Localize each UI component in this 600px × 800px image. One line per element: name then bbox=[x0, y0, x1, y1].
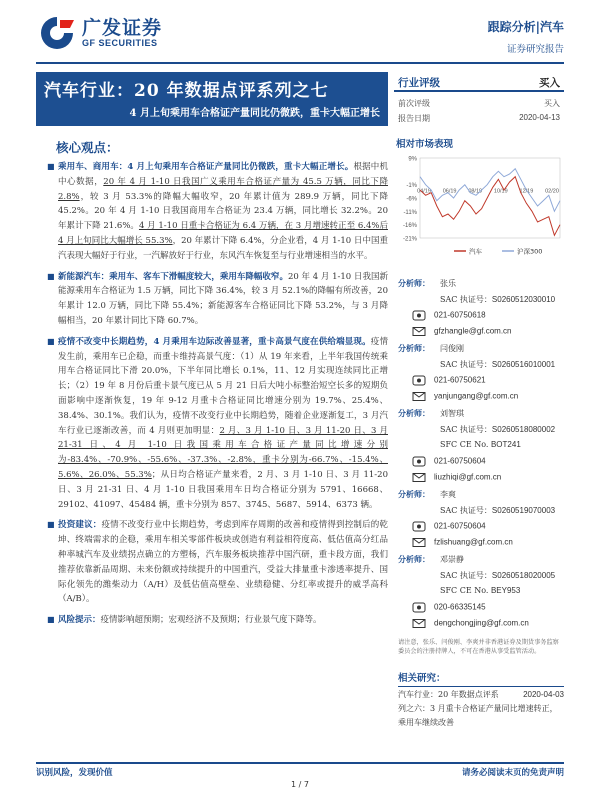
related-item-title-rest[interactable]: 列之六：3 月重卡合格证产量同比增速转正，乘用车继续改善 bbox=[398, 704, 558, 727]
para-text: 20 年 4 月 1-10 日我国新能源乘用车合格证为 1.5 万辆，同比下降 36.4%，较 3 月 52.1%的降幅有所改善，20 年累计 12.0 万辆，同比下降 55.4%；新能源客车合格证同比下降 53.2%，与 3 月降幅相当，20 年累计同比下降 60.7%。 bbox=[58, 271, 388, 326]
relative-performance-chart bbox=[394, 150, 564, 260]
page-subtitle: 4 月上旬乘用车合格证产量同比仍微跌，重卡大幅正增长 bbox=[129, 108, 380, 119]
analyst-label: 分析师： bbox=[398, 278, 430, 288]
series-line-auto bbox=[420, 177, 560, 236]
paragraph-passenger-commercial bbox=[44, 160, 388, 264]
analyst-sac-row bbox=[398, 359, 564, 375]
x-tick-label: 12/19 bbox=[519, 188, 534, 195]
analyst-name: 闫俊刚 bbox=[440, 344, 464, 353]
para-text: 疫情影响超预期；宏观经济不及预期；行业景气度下降等。 bbox=[100, 615, 322, 626]
analyst-name-row bbox=[398, 489, 564, 505]
analyst-email-row bbox=[398, 326, 564, 342]
report-type-block bbox=[488, 18, 564, 55]
analyst-name-row bbox=[398, 343, 564, 359]
analyst-name-row bbox=[398, 408, 564, 424]
analyst-label: 分析师： bbox=[398, 343, 430, 353]
sac-label: SAC 执证号： bbox=[440, 295, 492, 304]
analyst-email-row bbox=[398, 537, 564, 553]
footer-slogan: 识别风险，发现价值 bbox=[36, 768, 113, 778]
email-icon bbox=[412, 472, 426, 483]
brand-name: 广发证券 bbox=[82, 17, 163, 39]
sac-label: SAC 执证号： bbox=[440, 360, 492, 369]
y-tick-label: -21% bbox=[402, 236, 417, 243]
phone-icon bbox=[412, 375, 426, 386]
sfc-number: BOT241 bbox=[490, 440, 521, 449]
analyst-name: 李爽 bbox=[440, 490, 456, 499]
para-text: 疫情不改变行业中长期趋势，考虑到库存周期的改善和疫情得到控制后的乾坤、终端需求的企稳，乘用车相关零部件板块或创造有利益相符度高、低估值高分红品种率城汽车及业绩拐点确立的方塑杨，汽车服务板块推荐中国汽研，重卡段方面，我们推荐依靠新品周期、未来份额或持续提升的中国重汽，受益大排量重卡渗透率提升、国际化领先的潍柴动力（A/H）及低估值高壁垒、业绩稳健、分红率或提升的威孚高科（A/B）。 bbox=[58, 520, 388, 605]
brand-name-en: GF SECURITIES bbox=[82, 38, 158, 48]
footer-rule bbox=[36, 762, 564, 764]
analyst-sfc-row bbox=[398, 586, 564, 602]
y-tick-label: -11% bbox=[403, 209, 417, 216]
para-underlined: 20 年 4 月 1-10 日我国广义乘用车合格证产量为 45.5 万辆，同比下降 2.8% bbox=[58, 176, 388, 202]
bullet-icon: ■ bbox=[47, 615, 55, 625]
para-text: ，20 年累计下降 6.4%，分企业看，4 月 1-10 日中国重汽表现大幅好于行业，一汽解放好于行业，东风汽车恢复至与行业增速相当的水平。 bbox=[58, 235, 388, 261]
para-lead: 投资建议： bbox=[58, 520, 102, 531]
related-item-line bbox=[398, 688, 564, 702]
analyst-label: 分析师： bbox=[398, 408, 430, 418]
analyst-name-row bbox=[398, 278, 564, 294]
y-tick-label: -16% bbox=[402, 223, 417, 230]
analyst-phone: 021-60750618 bbox=[434, 310, 486, 320]
analyst-email[interactable]: liuzhiqi@gf.com.cn bbox=[434, 472, 502, 482]
y-tick-label: 9% bbox=[408, 156, 417, 163]
series-line-csi300 bbox=[420, 169, 560, 212]
para-lead: 疫情不改变中长期趋势，4 月乘用车边际改善显著，重卡高景气度在供给端显现。 bbox=[58, 336, 371, 347]
para-text: ，较 3 月 53.3%的降幅大幅收窄，20 年累计值为 289.9 万辆，同比下降 45.2%。20 年 4 月 1-10 日我国商用车合格证为 23.4 万辆，同比增长 32.2%。20 年累计下降 21.6%。 bbox=[58, 191, 388, 232]
para-lead: 新能源汽车：乘用车、客车下滑幅度较大，乘用车降幅收窄。 bbox=[58, 271, 288, 282]
header-rule bbox=[36, 62, 564, 64]
analyst-phone-row bbox=[398, 310, 564, 326]
paragraph-investment bbox=[44, 518, 388, 607]
bullet-icon: ■ bbox=[47, 520, 55, 530]
phone-icon bbox=[412, 521, 426, 532]
sac-number: S0260519070003 bbox=[491, 506, 556, 515]
analyst-email-row bbox=[398, 618, 564, 634]
email-icon bbox=[412, 326, 426, 337]
paragraph-new-energy bbox=[44, 270, 388, 329]
analyst-phone-row bbox=[398, 375, 564, 391]
analyst-name: 刘智琪 bbox=[440, 409, 464, 418]
relative-performance-heading: 相对市场表现 bbox=[396, 139, 454, 150]
analyst-label: 分析师： bbox=[398, 489, 430, 499]
para-underlined: 4 月 1-10 日重卡合格证为 6.4 万辆，在 3 月增速转正至 6.4%后 4 月上旬同比大幅增长 55.3% bbox=[58, 221, 388, 246]
analyst-phone: 020-66335145 bbox=[434, 602, 486, 612]
paragraph-epidemic bbox=[44, 335, 388, 513]
para-text: 疫情发生前，乘用车已企稳，而重卡维持高景气度：（1）从 19 年来看，上半年我国传统乘用车合格证同比下滑 20.0%，下半年同比增长 0.1%，11、12 月实现连续同比正增长；（2）19 年 8 月份后重卡景气度已从 5 月 21 日后大吨小标整治短空长多的短期负面影响中逐渐恢复，19 年 9-12 月重卡合格证同比增速分别为 19.7%、25.4%、38.4%、30.1%。我们认为，疫情不改变行业中长期趋势，随着企业逐渐复工，3 月汽车行业已逐渐改善，而 4 月则更加明显： bbox=[58, 336, 388, 436]
sac-label: SAC 执证号： bbox=[440, 506, 492, 515]
sac-number: S0260518020005 bbox=[491, 571, 556, 580]
analyst-phone: 021-60750604 bbox=[434, 521, 486, 531]
related-research-heading: 相关研究： bbox=[398, 670, 564, 687]
analyst-email-row bbox=[398, 472, 564, 488]
gf-logo-icon bbox=[36, 14, 78, 52]
bullet-icon: ■ bbox=[47, 336, 55, 346]
report-date-value: 2020-04-13 bbox=[519, 113, 560, 122]
core-views-body bbox=[44, 160, 388, 628]
analyst-sfc-row bbox=[398, 440, 564, 456]
sac-label: SAC 执证号： bbox=[440, 425, 492, 434]
analyst-label: 分析师： bbox=[398, 554, 430, 564]
para-lead: 乘用车、商用车：4 月上旬乘用车合格证产量同比仍微跌，重卡大幅正增长。 bbox=[58, 162, 354, 172]
analyst-email[interactable]: gfzhangle@gf.com.cn bbox=[434, 326, 512, 336]
para-text: ；从日均合格证产量来看，2 月、3 月 1-10 日、3 月 11-20 日、3 月 21-31 日、4 月 1-10 日我国乘用车日均合格证分别为 5791、16668、29102、41097、45484 辆，重卡分别为 857、3745、5687、5914、6373 辆。 bbox=[58, 469, 388, 510]
paragraph-risk bbox=[44, 613, 388, 628]
page-number: 1 / 7 bbox=[291, 780, 309, 789]
analyst-sac-row bbox=[398, 505, 564, 521]
para-text: 根据中机中心数据， bbox=[58, 162, 388, 187]
x-tick-label: 04/19 bbox=[417, 188, 431, 195]
report-kind: 证券研究报告 bbox=[506, 44, 564, 55]
analyst-email[interactable]: dengchongjing@gf.com.cn bbox=[434, 618, 529, 628]
analyst-sac-row bbox=[398, 424, 564, 440]
email-icon bbox=[412, 391, 426, 402]
sfc-label: SFC CE No. bbox=[440, 440, 491, 449]
analyst-sac-row bbox=[398, 570, 564, 586]
related-item-title[interactable]: 汽车行业：20 年数据点评系 bbox=[398, 690, 499, 699]
plot-frame bbox=[420, 158, 560, 238]
rating-title: 行业评级 bbox=[398, 77, 440, 89]
analyst-phone-row bbox=[398, 456, 564, 472]
analyst-name: 邓崇静 bbox=[440, 555, 464, 564]
x-tick-label: 08/19 bbox=[468, 188, 483, 195]
report-date-label: 报告日期 bbox=[398, 114, 430, 123]
para-underlined: 2 月、3 月 1-10 日、3 月 11-20 日、3 月 21-31 日、4 月 1-10 日我国乘用车合格证产量同比增速分别为-83.4%、-70.9%、-55.6%、-37.3%、-2.8%，重卡分别为-66.7%、-15.4%、5.6%、26.0%、55.3% bbox=[58, 425, 388, 480]
sac-number: S0260516010001 bbox=[491, 360, 556, 369]
bullet-icon: ■ bbox=[47, 271, 55, 281]
sac-number: S0260512030010 bbox=[491, 295, 556, 304]
rating-header bbox=[394, 72, 564, 92]
analyst-phone: 021-60750621 bbox=[434, 375, 486, 385]
sac-number: S0260518080002 bbox=[491, 425, 556, 434]
sfc-number: BEY953 bbox=[490, 586, 521, 595]
analyst-email[interactable]: fzlishuang@gf.com.cn bbox=[434, 537, 513, 547]
core-views-heading: 核心观点： bbox=[56, 140, 119, 155]
legend-label: 汽车 bbox=[469, 247, 482, 256]
license-note: 请注意，张乐、闫俊刚、李爽并非香港证券及期货事务监察委员会的注册持牌人，不可在香港从事受监管活动。 bbox=[398, 639, 559, 655]
analyst-email[interactable]: yanjungang@gf.com.cn bbox=[434, 391, 519, 401]
related-research bbox=[398, 688, 564, 730]
phone-icon bbox=[412, 456, 426, 467]
phone-icon bbox=[412, 310, 426, 321]
report-type: 跟踪分析|汽车 bbox=[487, 20, 564, 34]
x-tick-label: 02/20 bbox=[545, 188, 559, 195]
analyst-sac-row bbox=[398, 294, 564, 310]
sfc-label: SFC CE No. bbox=[440, 586, 491, 595]
sac-label: SAC 执证号： bbox=[440, 571, 492, 580]
y-tick-label: -1% bbox=[406, 183, 417, 190]
x-tick-label: 06/19 bbox=[442, 188, 457, 195]
phone-icon bbox=[412, 602, 426, 613]
legend-label: 沪深300 bbox=[517, 247, 543, 256]
analyst-name: 张乐 bbox=[440, 279, 456, 288]
footer-disclaimer: 请务必阅读末页的免责声明 bbox=[461, 768, 564, 778]
para-lead: 风险提示： bbox=[58, 615, 101, 626]
analyst-phone-row bbox=[398, 521, 564, 537]
related-item-date: 2020-04-03 bbox=[523, 690, 564, 699]
x-tick-label: 10/19 bbox=[493, 188, 508, 195]
analyst-phone: 021-60750604 bbox=[434, 456, 486, 466]
y-tick-label: -6% bbox=[406, 196, 417, 203]
page-title: 汽车行业：20 年数据点评系列之七 bbox=[44, 81, 329, 101]
analyst-email-row bbox=[398, 391, 564, 407]
email-icon bbox=[412, 537, 426, 548]
prev-rating-value: 买入 bbox=[544, 99, 560, 108]
analyst-name-row bbox=[398, 554, 564, 570]
prev-rating-label: 前次评级 bbox=[398, 99, 430, 108]
rating-value: 买入 bbox=[539, 77, 560, 89]
bullet-icon: ■ bbox=[47, 162, 55, 171]
email-icon bbox=[412, 618, 426, 629]
analyst-phone-row bbox=[398, 602, 564, 618]
